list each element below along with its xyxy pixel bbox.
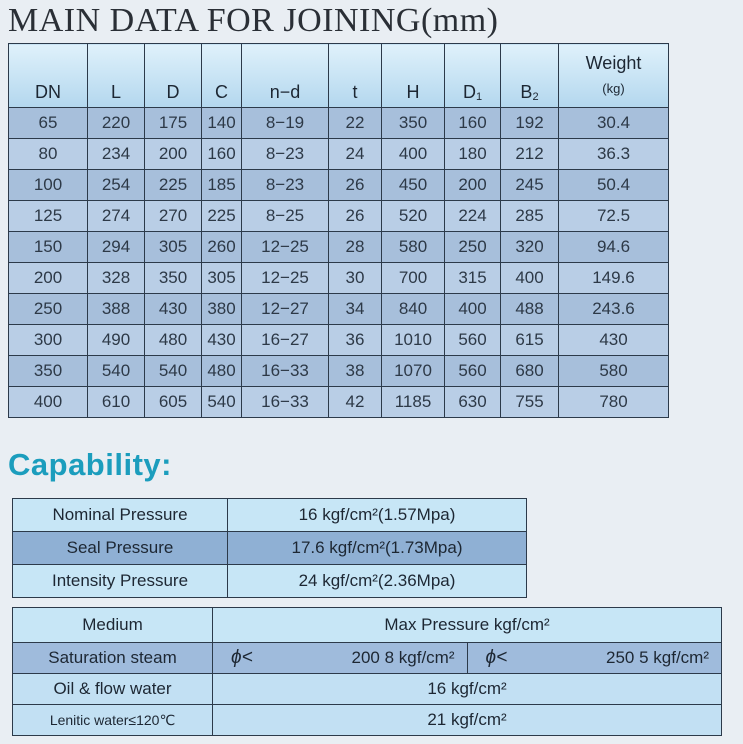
table-cell: 65 [9,108,88,139]
table-cell: 140 [202,108,242,139]
table-row [9,201,669,232]
table-cell: 780 [559,387,669,418]
header-c: C [202,44,242,108]
table-cell: 400 [9,387,88,418]
header-l: L [88,44,145,108]
intensity-pressure-label: Intensity Pressure [13,565,228,598]
table-cell: 24 [329,139,382,170]
table-cell: 149.6 [559,263,669,294]
table-cell: 28 [329,232,382,263]
table-cell: 610 [88,387,145,418]
table-row [13,532,527,565]
table-cell: 225 [202,201,242,232]
table-cell: 400 [501,263,559,294]
table-row [9,263,669,294]
table-cell: 560 [445,356,501,387]
table-row [9,232,669,263]
table-cell: 26 [329,170,382,201]
table-cell: 305 [145,232,202,263]
table-cell: 200 [445,170,501,201]
table-cell: 480 [145,325,202,356]
table-cell: 200 [9,263,88,294]
table-cell: 8−25 [242,201,329,232]
table-cell: 488 [501,294,559,325]
b2-subscript: 2 [532,91,539,103]
table-cell: 315 [445,263,501,294]
table-cell: 250 [9,294,88,325]
saturation-steam-right: ϕ< 250 5 kgf/cm² [467,643,722,674]
table-cell: 50.4 [559,170,669,201]
table-cell: 700 [382,263,445,294]
table-row [13,705,722,736]
table-row [13,643,722,674]
table-cell: 540 [145,356,202,387]
table-cell: 274 [88,201,145,232]
table-cell: 12−27 [242,294,329,325]
medium-header: Medium [13,608,213,643]
table-row [13,499,527,532]
table-row [9,170,669,201]
table-cell: 1070 [382,356,445,387]
weight-unit: (kg) [602,80,625,96]
table-row [13,565,527,598]
table-cell: 42 [329,387,382,418]
table-cell: 450 [382,170,445,201]
table-cell: 328 [88,263,145,294]
table-cell: 225 [145,170,202,201]
header-h: H [382,44,445,108]
table-row [9,325,669,356]
table-cell: 305 [202,263,242,294]
table-cell: 840 [382,294,445,325]
table-cell: 680 [501,356,559,387]
table-row [9,356,669,387]
header-weight: Weight (kg) [559,44,669,108]
table-cell: 615 [501,325,559,356]
table-cell: 185 [202,170,242,201]
table-cell: 16−27 [242,325,329,356]
header-t: t [329,44,382,108]
medium-table [12,607,722,736]
table-row [9,108,669,139]
table-row [9,139,669,170]
table-cell: 580 [382,232,445,263]
capability-table [12,498,527,598]
table-cell: 12−25 [242,232,329,263]
lenitic-water-value: 21 kgf/cm² [213,705,722,736]
table-cell: 72.5 [559,201,669,232]
table-cell: 1010 [382,325,445,356]
table-cell: 520 [382,201,445,232]
nominal-pressure-label: Nominal Pressure [13,499,228,532]
table-cell: 245 [501,170,559,201]
table-cell: 630 [445,387,501,418]
joining-data-table [8,43,669,418]
header-d: D [145,44,202,108]
max-pressure-header: Max Pressure kgf/cm² [213,608,722,643]
table-cell: 30 [329,263,382,294]
table-cell: 36 [329,325,382,356]
table-cell: 16−33 [242,356,329,387]
phi-symbol: ϕ< [485,647,508,668]
table-cell: 94.6 [559,232,669,263]
table-cell: 605 [145,387,202,418]
table-cell: 8−23 [242,139,329,170]
seal-pressure-value: 17.6 kgf/cm²(1.73Mpa) [228,532,527,565]
table-cell: 200 [145,139,202,170]
table-cell: 234 [88,139,145,170]
header-dn: DN [9,44,88,108]
saturation-steam-label: Saturation steam [13,643,213,674]
table-cell: 285 [501,201,559,232]
table-cell: 350 [382,108,445,139]
table-cell: 180 [445,139,501,170]
table-cell: 254 [88,170,145,201]
table-cell: 150 [9,232,88,263]
table-cell: 243.6 [559,294,669,325]
table-cell: 755 [501,387,559,418]
table-cell: 100 [9,170,88,201]
capability-title: Capability: [8,447,172,482]
table-cell: 480 [202,356,242,387]
table-cell: 175 [145,108,202,139]
saturation-steam-left: ϕ< 200 8 kgf/cm² [213,643,468,674]
table-cell: 8−19 [242,108,329,139]
table-cell: 160 [202,139,242,170]
table-cell: 192 [501,108,559,139]
oil-flow-water-label: Oil & flow water [13,674,213,705]
table-cell: 300 [9,325,88,356]
page-title: MAIN DATA FOR JOINING(mm) [8,2,499,39]
table-cell: 388 [88,294,145,325]
header-n-d: n−d [242,44,329,108]
table-cell: 350 [145,263,202,294]
table-cell: 540 [202,387,242,418]
phi-symbol: ϕ< [231,647,253,668]
table-header-row [9,44,669,108]
table-cell: 400 [382,139,445,170]
table-row [9,387,669,418]
table-cell: 22 [329,108,382,139]
d1-subscript: 1 [475,91,483,103]
lenitic-water-label: Lenitic water≤120℃ [13,705,213,736]
table-cell: 490 [88,325,145,356]
table-cell: 212 [501,139,559,170]
table-cell: 16−33 [242,387,329,418]
seal-pressure-label: Seal Pressure [13,532,228,565]
table-cell: 12−25 [242,263,329,294]
oil-flow-water-value: 16 kgf/cm² [213,674,722,705]
table-cell: 260 [202,232,242,263]
table-row [9,294,669,325]
table-cell: 38 [329,356,382,387]
table-cell: 250 [445,232,501,263]
table-cell: 400 [445,294,501,325]
table-cell: 320 [501,232,559,263]
table-cell: 26 [329,201,382,232]
table-cell: 430 [145,294,202,325]
header-b2: B2 [501,44,559,108]
table-cell: 430 [202,325,242,356]
table-cell: 160 [445,108,501,139]
table-cell: 125 [9,201,88,232]
header-d1: D1 [445,44,501,108]
table-cell: 8−23 [242,170,329,201]
table-row [13,674,722,705]
table-cell: 540 [88,356,145,387]
table-cell: 380 [202,294,242,325]
table-cell: 270 [145,201,202,232]
table-cell: 220 [88,108,145,139]
table-cell: 30.4 [559,108,669,139]
table-cell: 294 [88,232,145,263]
table-cell: 1185 [382,387,445,418]
table-cell: 560 [445,325,501,356]
table-header-row [13,608,722,643]
table-cell: 36.3 [559,139,669,170]
table-cell: 80 [9,139,88,170]
table-cell: 430 [559,325,669,356]
table-cell: 350 [9,356,88,387]
table-cell: 224 [445,201,501,232]
joining-data-body [9,108,669,418]
table-cell: 580 [559,356,669,387]
nominal-pressure-value: 16 kgf/cm²(1.57Mpa) [228,499,527,532]
intensity-pressure-value: 24 kgf/cm²(2.36Mpa) [228,565,527,598]
table-cell: 34 [329,294,382,325]
